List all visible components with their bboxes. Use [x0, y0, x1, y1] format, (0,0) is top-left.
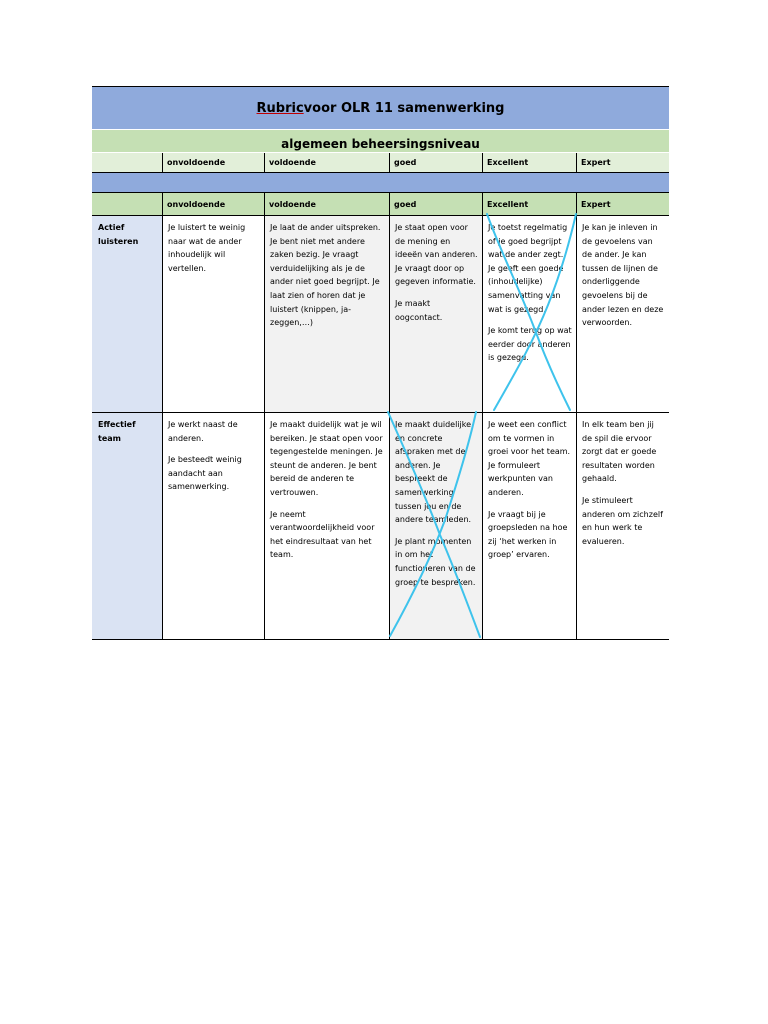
level-excellent: Excellent — [482, 153, 576, 172]
criterion-text: Je maakt duidelijk wat je wil bereiken. Je staat open voor tegengestelde meningen. Je steunt de anderen. Je bent bereid de anderen te vertrouwen. — [270, 420, 383, 497]
cell-goed — [389, 413, 482, 639]
level-expert: Expert — [576, 153, 669, 172]
criterion-text: Je werkt naast de anderen. — [168, 420, 238, 443]
criterion-text: Je staat open voor de mening en ideeën van anderen. Je vraagt door op gegeven informatie. — [395, 223, 478, 287]
criterion-text: Je toetst regelmatig of je goed begrijpt wat de ander zegt. Je geeft een goede (inhoudelijke) samenvatting van wat is gezegd. — [488, 223, 568, 314]
cell-goed — [389, 216, 482, 412]
criterion-text: Je plant momenten in om het functioneren van de groep te bespreken. — [395, 536, 476, 587]
criterion-text: Je laat de ander uitspreken. Je bent niet met andere zaken bezig. Je vraagt verduidelijking als je de ander niet goed begrijpt. Je laat zien of horen dat je luistert (knippen, ja-zeggen,…) — [270, 223, 381, 328]
header-voldoende: voldoende — [264, 193, 389, 215]
level-onvoldoende: onvoldoende — [162, 153, 264, 172]
row-label: Effectief team — [92, 413, 162, 639]
level-row-header — [92, 192, 669, 215]
level-voldoende: voldoende — [264, 153, 389, 172]
cell-voldoende — [264, 216, 389, 412]
level-row-top — [92, 152, 669, 172]
cell-onvoldoende — [162, 413, 264, 639]
level-goed: goed — [389, 153, 482, 172]
criterion-text: Je vraagt bij je groepsleden na hoe zij ‘het werken in groep’ ervaren. — [488, 509, 568, 560]
cell-onvoldoende — [162, 216, 264, 412]
cell-excellent — [482, 216, 576, 412]
level-corner-header — [92, 193, 162, 215]
header-onvoldoende: onvoldoende — [162, 193, 264, 215]
criterion-text: Je luistert te weinig naar wat de ander inhoudelijk wil vertellen. — [168, 223, 246, 273]
row-effectief-team — [92, 412, 669, 639]
criterion-text: Je maakt duidelijke en concrete afspraken met de anderen. Je bespreekt de samenwerking tussen jou en de andere teamleden. — [395, 420, 472, 525]
level-corner-top — [92, 153, 162, 172]
row-actief-luisteren — [92, 215, 669, 412]
cell-expert — [576, 413, 669, 639]
rubric-subtitle: algemeen beheersingsniveau — [92, 129, 669, 152]
rubric-table — [92, 86, 669, 640]
criterion-text: Je besteedt weinig aandacht aan samenwerking. — [168, 455, 242, 492]
header-expert: Expert — [576, 193, 669, 215]
header-goed: goed — [389, 193, 482, 215]
cell-expert — [576, 216, 669, 412]
criterion-text: Je komt terug op wat eerder door anderen is gezegd. — [488, 326, 572, 363]
header-excellent: Excellent — [482, 193, 576, 215]
criterion-text: Je stimuleert anderen om zichzelf en hun werk te evalueren. — [582, 495, 663, 546]
rubric-title — [92, 86, 669, 129]
title-text: voor OLR 11 samenwerking — [303, 100, 505, 116]
title-underlined-word: Rubric — [256, 100, 304, 116]
blue-divider-band — [92, 172, 669, 192]
criterion-text: Je kan je inleven in de gevoelens van de ander. Je kan tussen de lijnen de onderliggende gevoelens bij de ander lezen en deze verwoorden. — [582, 223, 664, 328]
cell-excellent — [482, 413, 576, 639]
row-label: Actief luisteren — [92, 216, 162, 412]
criterion-text: Je neemt verantwoordelijkheid voor het eindresultaat van het team. — [270, 509, 375, 560]
cell-voldoende — [264, 413, 389, 639]
criterion-text: Je maakt oogcontact. — [395, 298, 443, 322]
criterion-text: Je weet een conflict om te vormen in groei voor het team. Je formuleert werkpunten van anderen. — [488, 420, 571, 497]
criterion-text: In elk team ben jij de spil die ervoor zorgt dat er goede resultaten worden gehaald. — [582, 420, 657, 484]
